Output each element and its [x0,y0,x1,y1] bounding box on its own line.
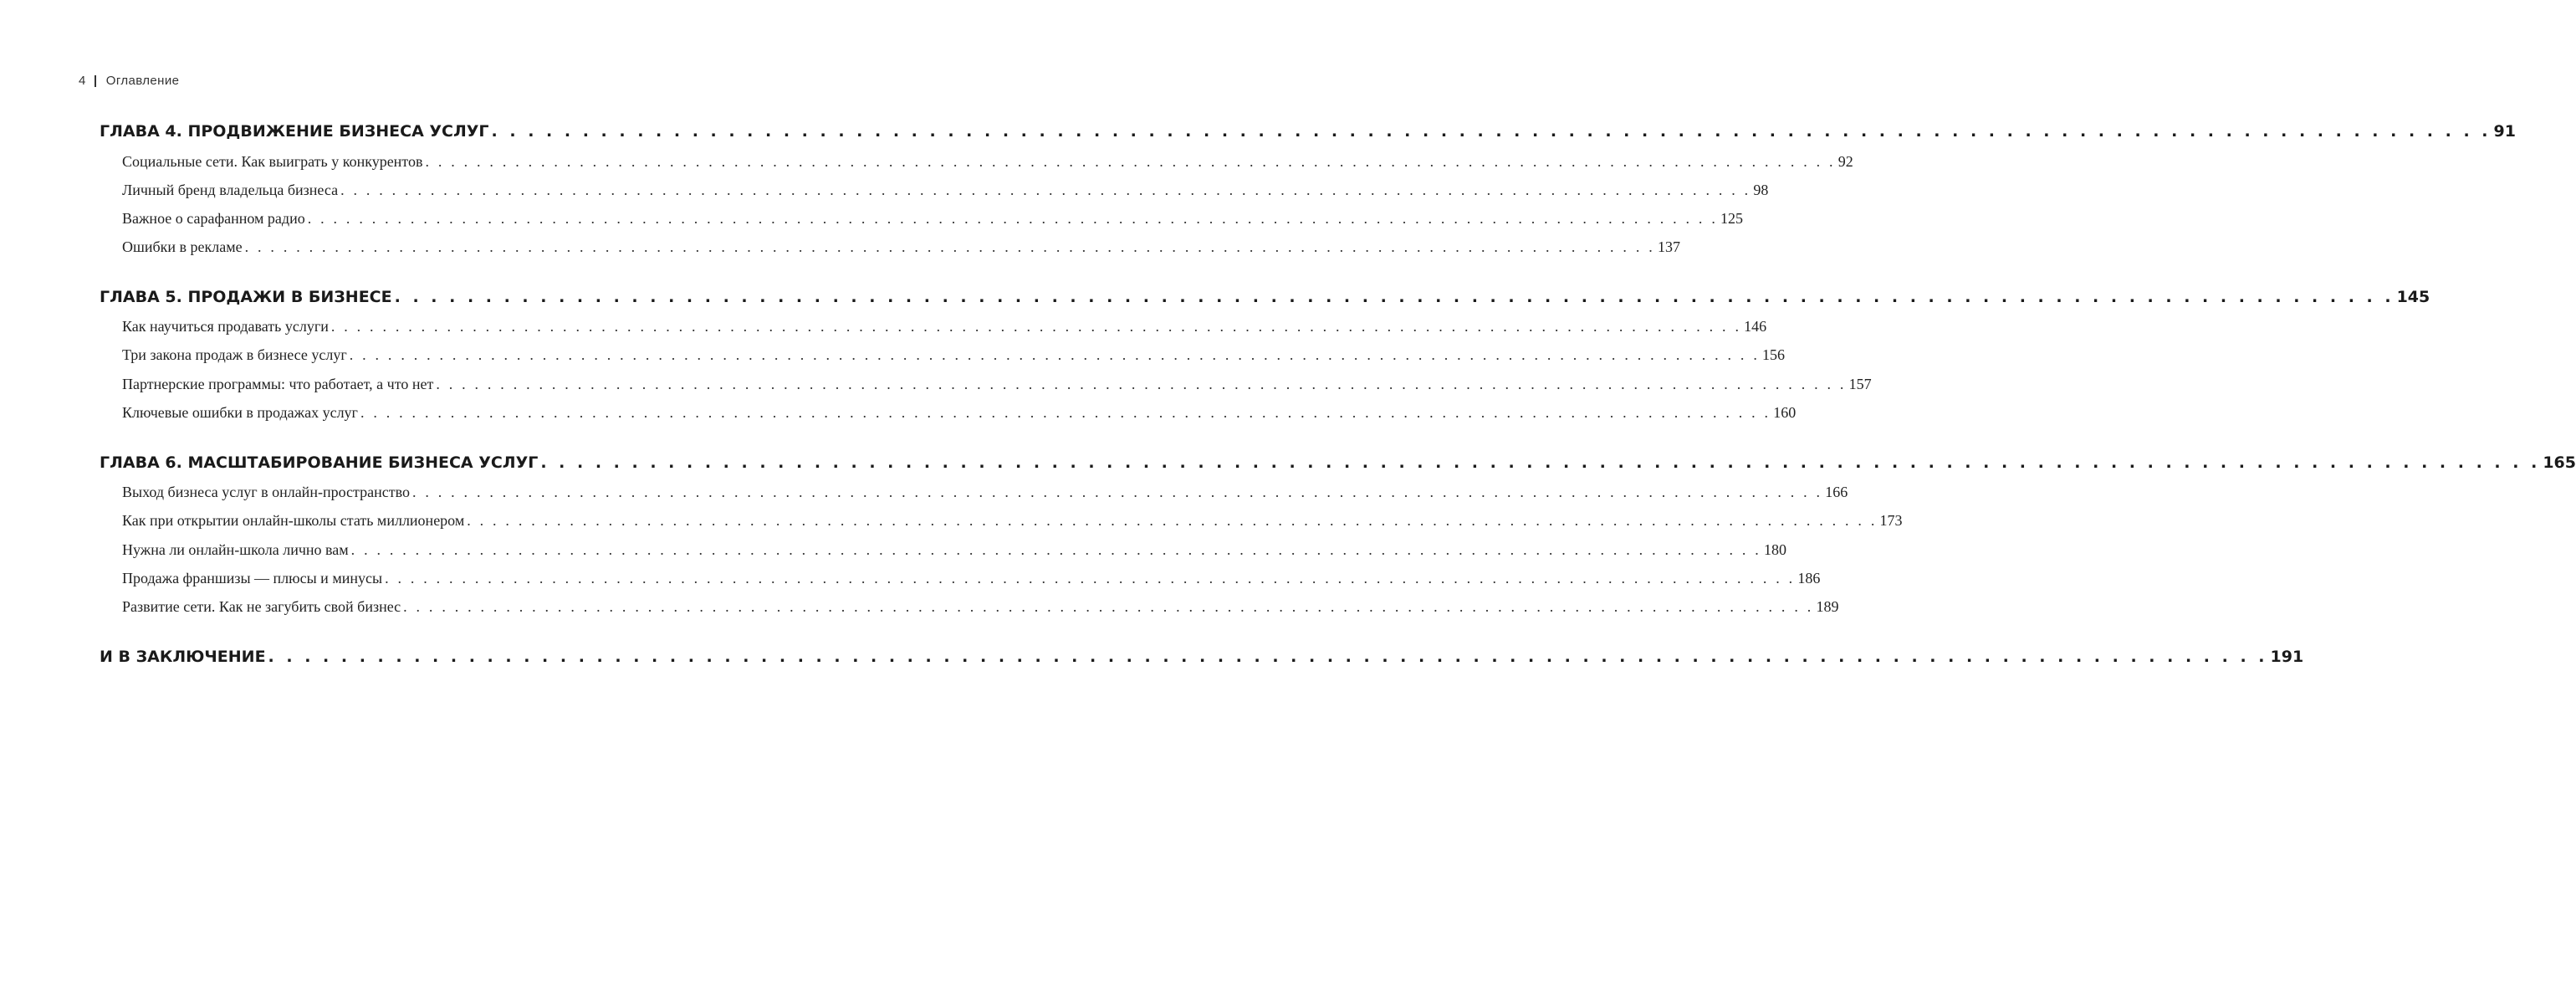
entry-title: Выход бизнеса услуг в онлайн-пространство [122,484,410,500]
toc-chapter-5[interactable] [100,288,2430,306]
entry-page: 166 [1825,484,1848,500]
entry-page: 160 [1773,404,1797,421]
chapter-title: ГЛАВА 6. МАСШТАБИРОВАНИЕ БИЗНЕСА УСЛУГ [100,453,539,472]
entry-page: 92 [1837,153,1853,170]
entry-page: 156 [1762,346,1786,363]
entry-title: Ошибки в рекламе [122,238,243,255]
toc-conclusion[interactable] [100,648,2304,666]
dot-leader: . . . . . . . . . . . . . . . . . . . . . . . . . . . . . . . . . . . . . . . . . . . . . . . . . . . . . . . . . . . . . . . . . . . . . . . . . . . . . . . . . . . . . . . . . . . . . . . . . . . . . . . . . . . . . . [385,570,1796,587]
dot-leader: . . . . . . . . . . . . . . . . . . . . . . . . . . . . . . . . . . . . . . . . . . . . . . . . . . . . . . . . . . . . . . . . . . . . . . . . . . . . . . . . . . . . . . . . . . . . . . . . . . . . . . . . . . . . . . [350,541,1761,558]
entry-page: 186 [1797,570,1821,587]
dot-leader: . . . . . . . . . . . . . . . . . . . . . . . . . . . . . . . . . . . . . . . . . . . . . . . . . . . . . . . . . . . . . . . . . . . . . . . . . . . . . . . . . . . . . . . . . . . . . . . . . . . . . . . . . . . . . . [268,648,2268,666]
running-head [79,74,179,88]
entry-title: Личный бренд владельца бизнеса [122,182,339,198]
entry-title: Продажа франшизы — плюсы и минусы [122,570,383,587]
section-title: Оглавление [105,74,180,88]
toc-entry[interactable] [122,376,1872,393]
entry-title: Социальные сети. Как выиграть у конкурентов [122,153,423,170]
dot-leader: . . . . . . . . . . . . . . . . . . . . . . . . . . . . . . . . . . . . . . . . . . . . . . . . . . . . . . . . . . . . . . . . . . . . . . . . . . . . . . . . . . . . . . . . . . . . . . . . . . . . . . . . . . . . . . [307,210,1719,227]
entry-page: 137 [1657,238,1680,255]
chapter-title: ГЛАВА 5. ПРОДАЖИ В БИЗНЕСЕ [100,288,392,306]
entry-title: Важное о сарафанном радио [122,210,305,227]
entry-title: Три закона продаж в бизнесе услуг [122,346,347,363]
entry-title: Как научиться продавать услуги [122,318,329,335]
entry-title: Развитие сети. Как не загубить свой бизнес [122,598,401,615]
entry-page: 180 [1763,541,1786,558]
entry-title: Ключевые ошибки в продажах услуг [122,404,358,421]
toc-entry[interactable] [122,238,1680,256]
toc-entry[interactable] [122,541,1786,559]
toc-entry[interactable] [122,318,1767,336]
toc-entry[interactable] [122,404,1797,422]
separator-bar [95,75,96,87]
dot-leader: . . . . . . . . . . . . . . . . . . . . . . . . . . . . . . . . . . . . . . . . . . . . . . . . . . . . . . . . . . . . . . . . . . . . . . . . . . . . . . . . . . . . . . . . . . . . . . . . . . . . . . . . . . . . . . [340,182,1751,198]
entry-page: 146 [1744,318,1767,335]
dot-leader: . . . . . . . . . . . . . . . . . . . . . . . . . . . . . . . . . . . . . . . . . . . . . . . . . . . . . . . . . . . . . . . . . . . . . . . . . . . . . . . . . . . . . . . . . . . . . . . . . . . . . . . . . . . . . . [491,122,2492,141]
chapter-page: 91 [2493,122,2516,141]
entry-page: 173 [1879,512,1903,529]
toc-entry[interactable] [122,598,1839,616]
toc-entry[interactable] [122,570,1821,587]
dot-leader: . . . . . . . . . . . . . . . . . . . . . . . . . . . . . . . . . . . . . . . . . . . . . . . . . . . . . . . . . . . . . . . . . . . . . . . . . . . . . . . . . . . . . . . . . . . . . . . . . . . . . . . . . . . . . . [394,288,2395,306]
dot-leader: . . . . . . . . . . . . . . . . . . . . . . . . . . . . . . . . . . . . . . . . . . . . . . . . . . . . . . . . . . . . . . . . . . . . . . . . . . . . . . . . . . . . . . . . . . . . . . . . . . . . . . . . . . . . . . [540,453,2541,472]
entry-title: Нужна ли онлайн-школа лично вам [122,541,349,558]
entry-page: 125 [1720,210,1744,227]
dot-leader: . . . . . . . . . . . . . . . . . . . . . . . . . . . . . . . . . . . . . . . . . . . . . . . . . . . . . . . . . . . . . . . . . . . . . . . . . . . . . . . . . . . . . . . . . . . . . . . . . . . . . . . . . . . . . . [330,318,1742,335]
entry-title: Как при открытии онлайн-школы стать миллионером [122,512,465,529]
dot-leader: . . . . . . . . . . . . . . . . . . . . . . . . . . . . . . . . . . . . . . . . . . . . . . . . . . . . . . . . . . . . . . . . . . . . . . . . . . . . . . . . . . . . . . . . . . . . . . . . . . . . . . . . . . . . . . [244,238,1655,255]
dot-leader: . . . . . . . . . . . . . . . . . . . . . . . . . . . . . . . . . . . . . . . . . . . . . . . . . . . . . . . . . . . . . . . . . . . . . . . . . . . . . . . . . . . . . . . . . . . . . . . . . . . . . . . . . . . . . . [349,346,1761,363]
toc-entry[interactable] [122,512,1903,530]
chapter-page: 145 [2396,288,2430,306]
toc-entry[interactable] [122,346,1786,364]
dot-leader: . . . . . . . . . . . . . . . . . . . . . . . . . . . . . . . . . . . . . . . . . . . . . . . . . . . . . . . . . . . . . . . . . . . . . . . . . . . . . . . . . . . . . . . . . . . . . . . . . . . . . . . . . . . . . . [436,376,1847,392]
dot-leader: . . . . . . . . . . . . . . . . . . . . . . . . . . . . . . . . . . . . . . . . . . . . . . . . . . . . . . . . . . . . . . . . . . . . . . . . . . . . . . . . . . . . . . . . . . . . . . . . . . . . . . . . . . . . . . [467,512,1878,529]
chapter-page: 165 [2543,453,2576,472]
toc-entry[interactable] [122,210,1744,228]
page-number: 4 [79,74,86,88]
toc-chapter-4[interactable] [100,122,2516,141]
toc-entry[interactable] [122,182,1769,199]
toc-chapter-6[interactable] [100,453,2576,472]
entry-page: 98 [1753,182,1769,198]
toc-entry[interactable] [122,484,1848,501]
entry-page: 157 [1848,376,1872,392]
dot-leader: . . . . . . . . . . . . . . . . . . . . . . . . . . . . . . . . . . . . . . . . . . . . . . . . . . . . . . . . . . . . . . . . . . . . . . . . . . . . . . . . . . . . . . . . . . . . . . . . . . . . . . . . . . . . . . [425,153,1836,170]
chapter-title: И В ЗАКЛЮЧЕНИЕ [100,648,266,666]
chapter-page: 191 [2270,648,2304,666]
entry-title: Партнерские программы: что работает, а что нет [122,376,434,392]
entry-page: 189 [1816,598,1839,615]
dot-leader: . . . . . . . . . . . . . . . . . . . . . . . . . . . . . . . . . . . . . . . . . . . . . . . . . . . . . . . . . . . . . . . . . . . . . . . . . . . . . . . . . . . . . . . . . . . . . . . . . . . . . . . . . . . . . . [403,598,1814,615]
chapter-title: ГЛАВА 4. ПРОДВИЖЕНИЕ БИЗНЕСА УСЛУГ [100,122,489,141]
toc-entry[interactable] [122,153,1853,171]
dot-leader: . . . . . . . . . . . . . . . . . . . . . . . . . . . . . . . . . . . . . . . . . . . . . . . . . . . . . . . . . . . . . . . . . . . . . . . . . . . . . . . . . . . . . . . . . . . . . . . . . . . . . . . . . . . . . . [411,484,1823,500]
dot-leader: . . . . . . . . . . . . . . . . . . . . . . . . . . . . . . . . . . . . . . . . . . . . . . . . . . . . . . . . . . . . . . . . . . . . . . . . . . . . . . . . . . . . . . . . . . . . . . . . . . . . . . . . . . . . . . [360,404,1771,421]
